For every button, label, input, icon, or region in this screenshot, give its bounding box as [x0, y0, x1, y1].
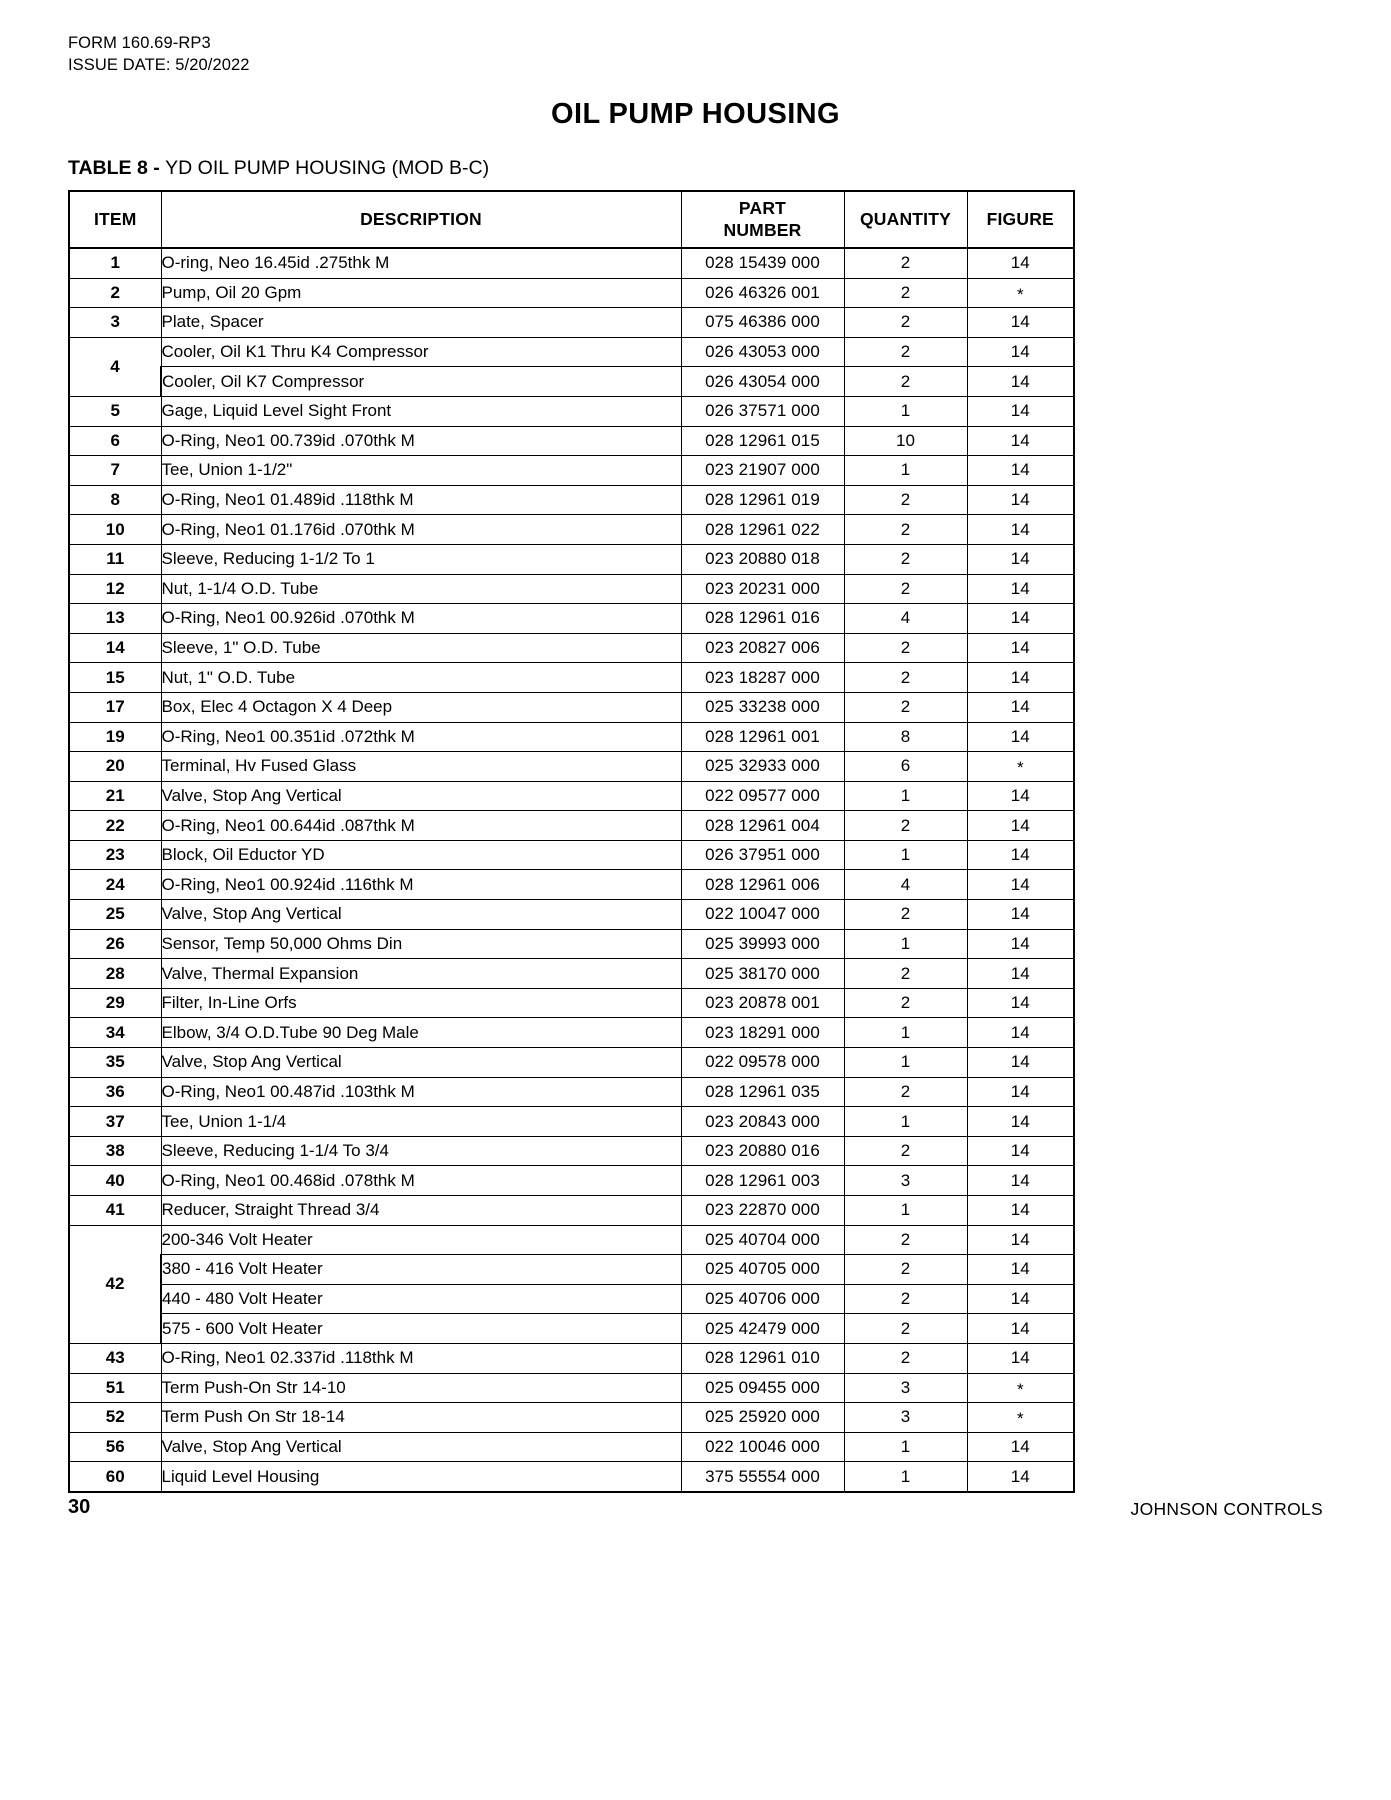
- cell-quantity: 2: [844, 485, 967, 515]
- cell-part-number: 025 38170 000: [681, 959, 844, 989]
- cell-figure: [967, 278, 1074, 308]
- cell-description: 440 - 480 Volt Heater: [161, 1284, 681, 1314]
- cell-part-number: 375 55554 000: [681, 1462, 844, 1492]
- cell-item: 23: [69, 840, 161, 870]
- cell-quantity: 2: [844, 1077, 967, 1107]
- table-row: [69, 840, 1074, 870]
- cell-part-number: 023 20878 001: [681, 988, 844, 1018]
- column-header-part-number: [681, 191, 844, 248]
- cell-item: 25: [69, 900, 161, 930]
- cell-part-number: 025 40704 000: [681, 1225, 844, 1255]
- parts-table-header: [69, 191, 1074, 248]
- footer-brand: JOHNSON CONTROLS: [1130, 1499, 1323, 1519]
- cell-quantity: 4: [844, 870, 967, 900]
- cell-description: Valve, Stop Ang Vertical: [161, 900, 681, 930]
- cell-figure: 14: [967, 692, 1074, 722]
- table-row: [69, 722, 1074, 752]
- cell-quantity: 2: [844, 1314, 967, 1344]
- cell-description: Plate, Spacer: [161, 308, 681, 338]
- cell-item: 40: [69, 1166, 161, 1196]
- cell-description: Box, Elec 4 Octagon X 4 Deep: [161, 692, 681, 722]
- table-row: [69, 337, 1074, 367]
- cell-item: 21: [69, 781, 161, 811]
- cell-figure: 14: [967, 248, 1074, 278]
- cell-part-number: 028 12961 003: [681, 1166, 844, 1196]
- cell-part-number: 023 20880 016: [681, 1136, 844, 1166]
- cell-figure: 14: [967, 663, 1074, 693]
- cell-quantity: 1: [844, 1196, 967, 1226]
- cell-quantity: 2: [844, 308, 967, 338]
- cell-quantity: 2: [844, 337, 967, 367]
- cell-description: Tee, Union 1-1/4: [161, 1107, 681, 1137]
- cell-figure: 14: [967, 1196, 1074, 1226]
- cell-part-number: 028 12961 006: [681, 870, 844, 900]
- cell-quantity: 6: [844, 752, 967, 782]
- cell-figure: 14: [967, 574, 1074, 604]
- cell-quantity: 4: [844, 604, 967, 634]
- cell-part-number: 028 12961 019: [681, 485, 844, 515]
- cell-part-number: 025 33238 000: [681, 692, 844, 722]
- cell-quantity: 1: [844, 1048, 967, 1078]
- table-row: [69, 574, 1074, 604]
- table-row: [69, 959, 1074, 989]
- cell-quantity: 8: [844, 722, 967, 752]
- cell-item: 60: [69, 1462, 161, 1492]
- cell-quantity: 2: [844, 1136, 967, 1166]
- cell-figure: 14: [967, 1284, 1074, 1314]
- cell-part-number: 022 09577 000: [681, 781, 844, 811]
- cell-part-number: 025 40705 000: [681, 1255, 844, 1285]
- cell-quantity: 2: [844, 515, 967, 545]
- table-row: [69, 781, 1074, 811]
- cell-quantity: 2: [844, 1255, 967, 1285]
- cell-quantity: 2: [844, 1284, 967, 1314]
- column-header-quantity: QUANTITY: [844, 191, 967, 248]
- cell-quantity: 2: [844, 574, 967, 604]
- cell-description: Liquid Level Housing: [161, 1462, 681, 1492]
- cell-description: Pump, Oil 20 Gpm: [161, 278, 681, 308]
- table-row: [69, 248, 1074, 278]
- cell-item: 43: [69, 1343, 161, 1373]
- column-header-item: ITEM: [69, 191, 161, 248]
- cell-item: 38: [69, 1136, 161, 1166]
- column-header-figure: FIGURE: [967, 191, 1074, 248]
- cell-figure: 14: [967, 811, 1074, 841]
- table-row: [69, 278, 1074, 308]
- cell-item: 6: [69, 426, 161, 456]
- cell-part-number: 022 10046 000: [681, 1432, 844, 1462]
- table-row: [69, 1225, 1074, 1255]
- cell-quantity: 2: [844, 900, 967, 930]
- footer-page-number: 30: [68, 1496, 91, 1518]
- cell-part-number: 023 18291 000: [681, 1018, 844, 1048]
- cell-figure: 14: [967, 988, 1074, 1018]
- page-title: OIL PUMP HOUSING: [551, 98, 840, 130]
- cell-part-number: 028 12961 015: [681, 426, 844, 456]
- table-row: [69, 1018, 1074, 1048]
- table-row: [69, 308, 1074, 338]
- cell-part-number: 028 12961 022: [681, 515, 844, 545]
- cell-quantity: 1: [844, 1432, 967, 1462]
- cell-part-number: 028 12961 001: [681, 722, 844, 752]
- cell-part-number: 028 12961 004: [681, 811, 844, 841]
- cell-description: Filter, In-Line Orfs: [161, 988, 681, 1018]
- cell-description: Term Push-On Str 14-10: [161, 1373, 681, 1403]
- cell-quantity: 10: [844, 426, 967, 456]
- cell-quantity: 1: [844, 1462, 967, 1492]
- table-row: [69, 900, 1074, 930]
- table-row: [69, 544, 1074, 574]
- cell-description: Valve, Thermal Expansion: [161, 959, 681, 989]
- cell-figure: 14: [967, 426, 1074, 456]
- cell-figure: 14: [967, 396, 1074, 426]
- cell-description: O-Ring, Neo1 01.489id .118thk M: [161, 485, 681, 515]
- table-caption: [68, 157, 489, 180]
- cell-description: O-Ring, Neo1 00.926id .070thk M: [161, 604, 681, 634]
- table-row: [69, 604, 1074, 634]
- cell-figure: 14: [967, 840, 1074, 870]
- cell-item: 26: [69, 929, 161, 959]
- cell-part-number: 026 37571 000: [681, 396, 844, 426]
- table-row: [69, 1166, 1074, 1196]
- table-row: [69, 1432, 1074, 1462]
- cell-figure: 14: [967, 1077, 1074, 1107]
- cell-quantity: 2: [844, 692, 967, 722]
- cell-figure: 14: [967, 1136, 1074, 1166]
- cell-part-number: 023 22870 000: [681, 1196, 844, 1226]
- cell-description: O-Ring, Neo1 00.924id .116thk M: [161, 870, 681, 900]
- cell-quantity: 3: [844, 1403, 967, 1433]
- table-row: [69, 1462, 1074, 1492]
- cell-item: 8: [69, 485, 161, 515]
- cell-description: Valve, Stop Ang Vertical: [161, 781, 681, 811]
- cell-quantity: 2: [844, 278, 967, 308]
- cell-item: 24: [69, 870, 161, 900]
- cell-figure: [967, 1373, 1074, 1403]
- table-row: [69, 1077, 1074, 1107]
- cell-figure: 14: [967, 1048, 1074, 1078]
- table-caption-text: YD OIL PUMP HOUSING (MOD B-C): [165, 157, 490, 179]
- part-number-line-1: PART: [738, 197, 787, 218]
- cell-part-number: 026 43053 000: [681, 337, 844, 367]
- table-row: [69, 1048, 1074, 1078]
- cell-quantity: 1: [844, 456, 967, 486]
- cell-item: 37: [69, 1107, 161, 1137]
- cell-description: Valve, Stop Ang Vertical: [161, 1432, 681, 1462]
- cell-quantity: 2: [844, 1343, 967, 1373]
- cell-figure: 14: [967, 929, 1074, 959]
- cell-part-number: 028 15439 000: [681, 248, 844, 278]
- table-row: [69, 396, 1074, 426]
- cell-figure: 14: [967, 308, 1074, 338]
- cell-item: 29: [69, 988, 161, 1018]
- cell-item: 12: [69, 574, 161, 604]
- cell-part-number: 025 40706 000: [681, 1284, 844, 1314]
- cell-figure: 14: [967, 870, 1074, 900]
- cell-part-number: 022 09578 000: [681, 1048, 844, 1078]
- cell-figure: 14: [967, 1314, 1074, 1344]
- cell-description: O-Ring, Neo1 01.176id .070thk M: [161, 515, 681, 545]
- table-row: [69, 1403, 1074, 1433]
- cell-part-number: 075 46386 000: [681, 308, 844, 338]
- issue-date: ISSUE DATE: 5/20/2022: [68, 55, 250, 74]
- cell-description: O-Ring, Neo1 00.739id .070thk M: [161, 426, 681, 456]
- cell-item: 14: [69, 633, 161, 663]
- cell-quantity: 1: [844, 840, 967, 870]
- cell-figure: 14: [967, 337, 1074, 367]
- cell-quantity: 2: [844, 988, 967, 1018]
- cell-quantity: 2: [844, 248, 967, 278]
- cell-figure: 14: [967, 633, 1074, 663]
- cell-description: 380 - 416 Volt Heater: [161, 1255, 681, 1285]
- cell-figure: 14: [967, 781, 1074, 811]
- cell-description: Sensor, Temp 50,000 Ohms Din: [161, 929, 681, 959]
- cell-quantity: 2: [844, 959, 967, 989]
- asterisk-icon: *: [1016, 758, 1024, 778]
- cell-quantity: 2: [844, 544, 967, 574]
- cell-item: 19: [69, 722, 161, 752]
- cell-description: Elbow, 3/4 O.D.Tube 90 Deg Male: [161, 1018, 681, 1048]
- form-number: FORM 160.69-RP3: [68, 34, 211, 52]
- cell-quantity: 2: [844, 811, 967, 841]
- cell-part-number: 025 39993 000: [681, 929, 844, 959]
- cell-description: O-Ring, Neo1 00.468id .078thk M: [161, 1166, 681, 1196]
- cell-description: Sleeve, Reducing 1-1/2 To 1: [161, 544, 681, 574]
- cell-part-number: 026 46326 001: [681, 278, 844, 308]
- table-row: [69, 1136, 1074, 1166]
- cell-description: Cooler, Oil K7 Compressor: [161, 367, 681, 397]
- cell-item: 34: [69, 1018, 161, 1048]
- cell-figure: 14: [967, 722, 1074, 752]
- cell-figure: 14: [967, 1432, 1074, 1462]
- table-row: [69, 485, 1074, 515]
- cell-part-number: 023 21907 000: [681, 456, 844, 486]
- cell-item: 41: [69, 1196, 161, 1226]
- cell-part-number: 025 32933 000: [681, 752, 844, 782]
- cell-item: 52: [69, 1403, 161, 1433]
- column-header-description: DESCRIPTION: [161, 191, 681, 248]
- cell-item: 36: [69, 1077, 161, 1107]
- cell-description: Valve, Stop Ang Vertical: [161, 1048, 681, 1078]
- cell-quantity: 3: [844, 1166, 967, 1196]
- table-row: [69, 367, 1074, 397]
- cell-figure: 14: [967, 544, 1074, 574]
- table-row: [69, 1255, 1074, 1285]
- cell-figure: 14: [967, 900, 1074, 930]
- cell-quantity: 1: [844, 1018, 967, 1048]
- cell-item: 28: [69, 959, 161, 989]
- cell-description: O-ring, Neo 16.45id .275thk M: [161, 248, 681, 278]
- cell-description: Tee, Union 1-1/2": [161, 456, 681, 486]
- cell-figure: 14: [967, 1343, 1074, 1373]
- cell-item: 17: [69, 692, 161, 722]
- cell-description: Cooler, Oil K1 Thru K4 Compressor: [161, 337, 681, 367]
- cell-quantity: 2: [844, 1225, 967, 1255]
- document-header: [68, 33, 250, 77]
- cell-part-number: 025 42479 000: [681, 1314, 844, 1344]
- cell-part-number: 025 09455 000: [681, 1373, 844, 1403]
- cell-figure: 14: [967, 515, 1074, 545]
- asterisk-icon: *: [1016, 1409, 1024, 1429]
- cell-quantity: 1: [844, 781, 967, 811]
- cell-part-number: 026 37951 000: [681, 840, 844, 870]
- table-header-row: [69, 191, 1074, 248]
- cell-description: Sleeve, Reducing 1-1/4 To 3/4: [161, 1136, 681, 1166]
- cell-description: 575 - 600 Volt Heater: [161, 1314, 681, 1344]
- cell-item: 1: [69, 248, 161, 278]
- table-row: [69, 1107, 1074, 1137]
- cell-item: 3: [69, 308, 161, 338]
- cell-quantity: 2: [844, 367, 967, 397]
- cell-part-number: 023 20880 018: [681, 544, 844, 574]
- cell-item: 15: [69, 663, 161, 693]
- table-row: [69, 1196, 1074, 1226]
- cell-item: 7: [69, 456, 161, 486]
- cell-quantity: 2: [844, 633, 967, 663]
- table-row: [69, 1314, 1074, 1344]
- cell-item: 4: [69, 337, 161, 396]
- cell-quantity: 1: [844, 1107, 967, 1137]
- table-row: [69, 515, 1074, 545]
- cell-quantity: 1: [844, 396, 967, 426]
- table-row: [69, 988, 1074, 1018]
- cell-description: Terminal, Hv Fused Glass: [161, 752, 681, 782]
- cell-figure: 14: [967, 1018, 1074, 1048]
- parts-table-body: [69, 248, 1074, 1492]
- cell-item: 42: [69, 1225, 161, 1343]
- table-caption-label: TABLE 8 -: [68, 157, 166, 179]
- table-row: [69, 663, 1074, 693]
- cell-item: 2: [69, 278, 161, 308]
- cell-figure: [967, 752, 1074, 782]
- table-row: [69, 692, 1074, 722]
- cell-part-number: 025 25920 000: [681, 1403, 844, 1433]
- cell-item: 20: [69, 752, 161, 782]
- cell-part-number: 023 20827 006: [681, 633, 844, 663]
- cell-figure: 14: [967, 1225, 1074, 1255]
- asterisk-icon: *: [1016, 1379, 1024, 1399]
- cell-quantity: 3: [844, 1373, 967, 1403]
- asterisk-icon: *: [1016, 284, 1024, 304]
- cell-figure: 14: [967, 1255, 1074, 1285]
- parts-table-container: [68, 190, 1073, 1493]
- table-row: [69, 870, 1074, 900]
- cell-figure: 14: [967, 456, 1074, 486]
- cell-part-number: 028 12961 035: [681, 1077, 844, 1107]
- cell-description: 200-346 Volt Heater: [161, 1225, 681, 1255]
- table-row: [69, 1284, 1074, 1314]
- cell-description: Sleeve, 1" O.D. Tube: [161, 633, 681, 663]
- cell-description: Block, Oil Eductor YD: [161, 840, 681, 870]
- cell-part-number: 023 20231 000: [681, 574, 844, 604]
- cell-item: 35: [69, 1048, 161, 1078]
- cell-part-number: 028 12961 016: [681, 604, 844, 634]
- cell-description: O-Ring, Neo1 00.351id .072thk M: [161, 722, 681, 752]
- table-row: [69, 752, 1074, 782]
- cell-item: 22: [69, 811, 161, 841]
- cell-figure: 14: [967, 367, 1074, 397]
- cell-description: O-Ring, Neo1 00.487id .103thk M: [161, 1077, 681, 1107]
- cell-item: 13: [69, 604, 161, 634]
- table-row: [69, 1373, 1074, 1403]
- cell-description: Term Push On Str 18-14: [161, 1403, 681, 1433]
- cell-description: O-Ring, Neo1 00.644id .087thk M: [161, 811, 681, 841]
- cell-description: O-Ring, Neo1 02.337id .118thk M: [161, 1343, 681, 1373]
- table-row: [69, 456, 1074, 486]
- cell-quantity: 1: [844, 929, 967, 959]
- cell-item: 56: [69, 1432, 161, 1462]
- part-number-line-2: NUMBER: [723, 219, 802, 240]
- cell-description: Nut, 1-1/4 O.D. Tube: [161, 574, 681, 604]
- cell-figure: 14: [967, 1166, 1074, 1196]
- cell-quantity: 2: [844, 663, 967, 693]
- cell-figure: 14: [967, 1107, 1074, 1137]
- cell-figure: 14: [967, 1462, 1074, 1492]
- cell-item: 51: [69, 1373, 161, 1403]
- cell-figure: 14: [967, 604, 1074, 634]
- cell-item: 11: [69, 544, 161, 574]
- table-row: [69, 633, 1074, 663]
- table-row: [69, 929, 1074, 959]
- table-row: [69, 1343, 1074, 1373]
- cell-description: Reducer, Straight Thread 3/4: [161, 1196, 681, 1226]
- cell-part-number: 023 18287 000: [681, 663, 844, 693]
- table-row: [69, 426, 1074, 456]
- cell-figure: [967, 1403, 1074, 1433]
- cell-description: Gage, Liquid Level Sight Front: [161, 396, 681, 426]
- cell-part-number: 028 12961 010: [681, 1343, 844, 1373]
- parts-table: [68, 190, 1075, 1493]
- cell-part-number: 023 20843 000: [681, 1107, 844, 1137]
- cell-description: Nut, 1" O.D. Tube: [161, 663, 681, 693]
- cell-item: 10: [69, 515, 161, 545]
- cell-item: 5: [69, 396, 161, 426]
- cell-part-number: 026 43054 000: [681, 367, 844, 397]
- cell-part-number: 022 10047 000: [681, 900, 844, 930]
- cell-figure: 14: [967, 485, 1074, 515]
- table-row: [69, 811, 1074, 841]
- cell-figure: 14: [967, 959, 1074, 989]
